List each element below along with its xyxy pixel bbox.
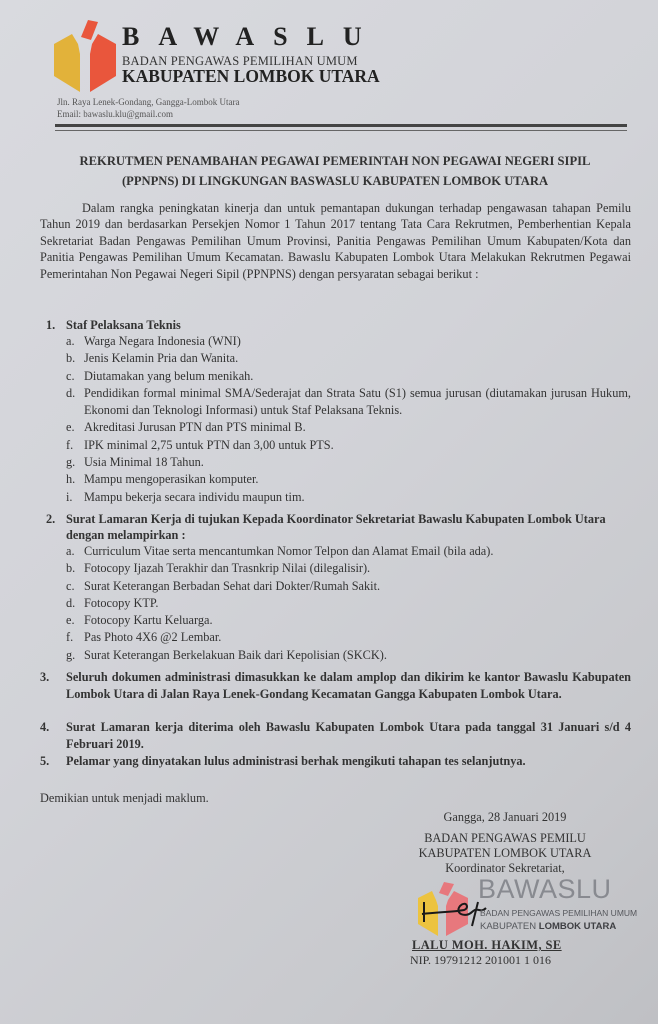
item-letter: f. xyxy=(66,630,74,645)
item-letter: e. xyxy=(66,613,75,628)
title-line1: REKRUTMEN PENAMBAHAN PEGAWAI PEMERINTAH NON PEGAWAI NEGERI SIPIL xyxy=(79,154,591,168)
list-item xyxy=(66,560,631,577)
stamp-line2-a: KABUPATEN xyxy=(480,921,537,932)
signature-role: Koordinator Sekretariat, xyxy=(445,861,565,875)
list-item xyxy=(66,385,631,420)
item-letter: g. xyxy=(66,647,76,662)
list-item xyxy=(66,629,631,646)
item-text: Mampu bekerja secara individu maupun tim. xyxy=(84,489,305,504)
place-date: Gangga, 28 Januari 2019 xyxy=(443,810,567,824)
section-2-items xyxy=(66,543,631,664)
item-text: IPK minimal 2,75 untuk PTN dan 3,00 untuk PTS. xyxy=(84,437,334,452)
section-number: 4. xyxy=(40,720,50,734)
item-letter: c. xyxy=(66,368,75,383)
item-letter: b. xyxy=(66,351,76,366)
list-item xyxy=(66,595,631,612)
signature-block xyxy=(390,810,620,876)
item-letter: h. xyxy=(66,472,76,487)
section-2-heading xyxy=(46,511,631,543)
item-text: Curriculum Vitae serta mencantumkan Nomor Telpon dan Alamat Email (bila ada). xyxy=(84,544,494,558)
item-letter: g. xyxy=(66,455,76,470)
section-number: 5. xyxy=(40,754,50,768)
list-item xyxy=(66,647,631,664)
list-item xyxy=(66,333,631,350)
title-line2: (PPNPNS) DI LINGKUNGAN BASWASLU KABUPATEN LOMBOK UTARA xyxy=(121,174,549,188)
signer-name: LALU MOH. HAKIM, SE xyxy=(412,938,562,952)
list-item xyxy=(66,419,631,436)
item-letter: c. xyxy=(66,578,75,593)
item-letter: d. xyxy=(66,385,76,400)
item-letter: d. xyxy=(66,595,76,610)
brand-name: BAWASLU xyxy=(122,22,381,51)
list-item xyxy=(66,578,631,595)
org-name-line1: BADAN PENGAWAS PEMILIHAN UMUM xyxy=(122,54,358,68)
section-3 xyxy=(40,669,631,702)
section-1-heading xyxy=(46,317,631,333)
list-item xyxy=(66,454,631,471)
org-name-line2: KABUPATEN LOMBOK UTARA xyxy=(122,66,380,86)
item-letter: a. xyxy=(66,334,75,348)
list-item xyxy=(66,368,631,385)
item-text: Fotocopy Kartu Keluarga. xyxy=(84,613,213,628)
item-text: Usia Minimal 18 Tahun. xyxy=(84,455,204,470)
section-heading-text: Staf Pelaksana Teknis xyxy=(66,318,181,332)
signature-org1: BADAN PENGAWAS PEMILU xyxy=(424,831,586,845)
section-5 xyxy=(40,753,631,770)
stamp-title: BAWASLU xyxy=(478,874,612,904)
intro-paragraph xyxy=(40,200,631,282)
address: Jln. Raya Lenek-Gondang, Gangga-Lombok Utara xyxy=(57,97,240,107)
item-letter: e. xyxy=(66,420,75,435)
intro-text: Dalam rangka peningkatan kinerja dan untuk pemantapan dukungan terhadap pengawasan tahapan Pemilu Tahun 2019 dan berdasarkan Persekjen Nomor 1 Tahun 2017 tentang Tata Cara Rekrutmen, Pemberhentian Kepala Sekretariat Badan Pengawas Pemilihan Umum Provinsi, Panitia Pengawas Pemilihan Umum Kabupaten/Kota dan Panitia Pengawas Pemilihan Umum Kecamatan. Bawaslu Kabupaten Lombok Utara Melakukan Rekrutmen Pegawai Pemerintahan Non Pegawai Negeri Sipil (PPNPNS) dengan persyaratan sebagai berikut : xyxy=(40,201,631,281)
list-item xyxy=(66,471,631,488)
item-letter: a. xyxy=(66,544,75,558)
signature-org2: KABUPATEN LOMBOK UTARA xyxy=(418,846,592,860)
letterhead-rule-thick xyxy=(55,124,627,127)
item-text: Warga Negara Indonesia (WNI) xyxy=(84,334,241,348)
section-4-text: Surat Lamaran kerja diterima oleh Bawaslu Kabupaten Lombok Utara pada tanggal 31 Januari s/d 4 Februari 2019. xyxy=(66,720,631,751)
section-1 xyxy=(46,317,631,506)
list-item xyxy=(66,437,631,454)
section-2 xyxy=(46,511,631,664)
stamp-line2 xyxy=(480,921,616,932)
item-letter: b. xyxy=(66,561,76,576)
section-number: 1. xyxy=(46,318,56,332)
item-letter: i. xyxy=(66,489,73,504)
section-3-text: Seluruh dokumen administrasi dimasukkan ke dalam amplop dan dikirim ke kantor Bawaslu Kabupaten Lombok Utara di Jalan Raya Lenek-Gondang Kecamatan Gangga Kabupaten Lombok Utara. xyxy=(66,670,631,701)
stamp-line1: BADAN PENGAWAS PEMILIHAN UMUM xyxy=(480,908,638,918)
item-text: Diutamakan yang belum menikah. xyxy=(84,368,254,383)
letterhead-rule-thin xyxy=(55,130,627,131)
item-text: Surat Keterangan Berbadan Sehat dari Dokter/Rumah Sakit. xyxy=(84,578,381,593)
section-heading-text: Surat Lamaran Kerja di tujukan Kepada Koordinator Sekretariat Bawaslu Kabupaten Lombok Utara dengan melampirkan : xyxy=(66,512,606,542)
item-text: Mampu mengoperasikan komputer. xyxy=(84,472,259,487)
item-text: Pas Photo 4X6 @2 Lembar. xyxy=(84,630,222,645)
item-text: Pendidikan formal minimal SMA/Sederajat dan Strata Satu (S1) semua jurusan (diutamakan jurusan Hukum, Ekonomi dan Teknologi Informasi) untuk Staf Pelaksana Teknis. xyxy=(84,385,631,418)
section-1-items xyxy=(66,333,631,506)
section-5-text: Pelamar yang dinyatakan lulus administrasi berhak mengikuti tahapan tes selanjutnya. xyxy=(66,754,526,768)
letterhead-contact xyxy=(57,96,239,120)
section-number: 2. xyxy=(46,512,56,526)
item-text: Fotocopy Ijazah Terakhir dan Trasnkrip Nilai (dilegalisir). xyxy=(84,561,371,576)
item-text: Jenis Kelamin Pria dan Wanita. xyxy=(84,351,239,366)
email: Email: bawaslu.klu@gmail.com xyxy=(57,109,174,119)
list-item xyxy=(66,489,631,506)
signer-nip: NIP. 19791212 201001 1 016 xyxy=(410,953,552,967)
list-item xyxy=(66,543,631,560)
stamp-line2-b: LOMBOK UTARA xyxy=(538,921,617,932)
section-number: 3. xyxy=(40,670,50,684)
list-item xyxy=(66,612,631,629)
list-item xyxy=(66,350,631,367)
document-title xyxy=(30,151,640,191)
section-4 xyxy=(40,719,631,752)
item-text: Akreditasi Jurusan PTN dan PTS minimal B. xyxy=(84,420,306,435)
item-text: Surat Keterangan Berkelakuan Baik dari Kepolisian (SKCK). xyxy=(84,647,387,662)
closing-text: Demikian untuk menjadi maklum. xyxy=(40,791,209,805)
item-letter: f. xyxy=(66,437,74,452)
bawaslu-logo-icon xyxy=(50,18,120,94)
item-text: Fotocopy KTP. xyxy=(84,595,159,610)
